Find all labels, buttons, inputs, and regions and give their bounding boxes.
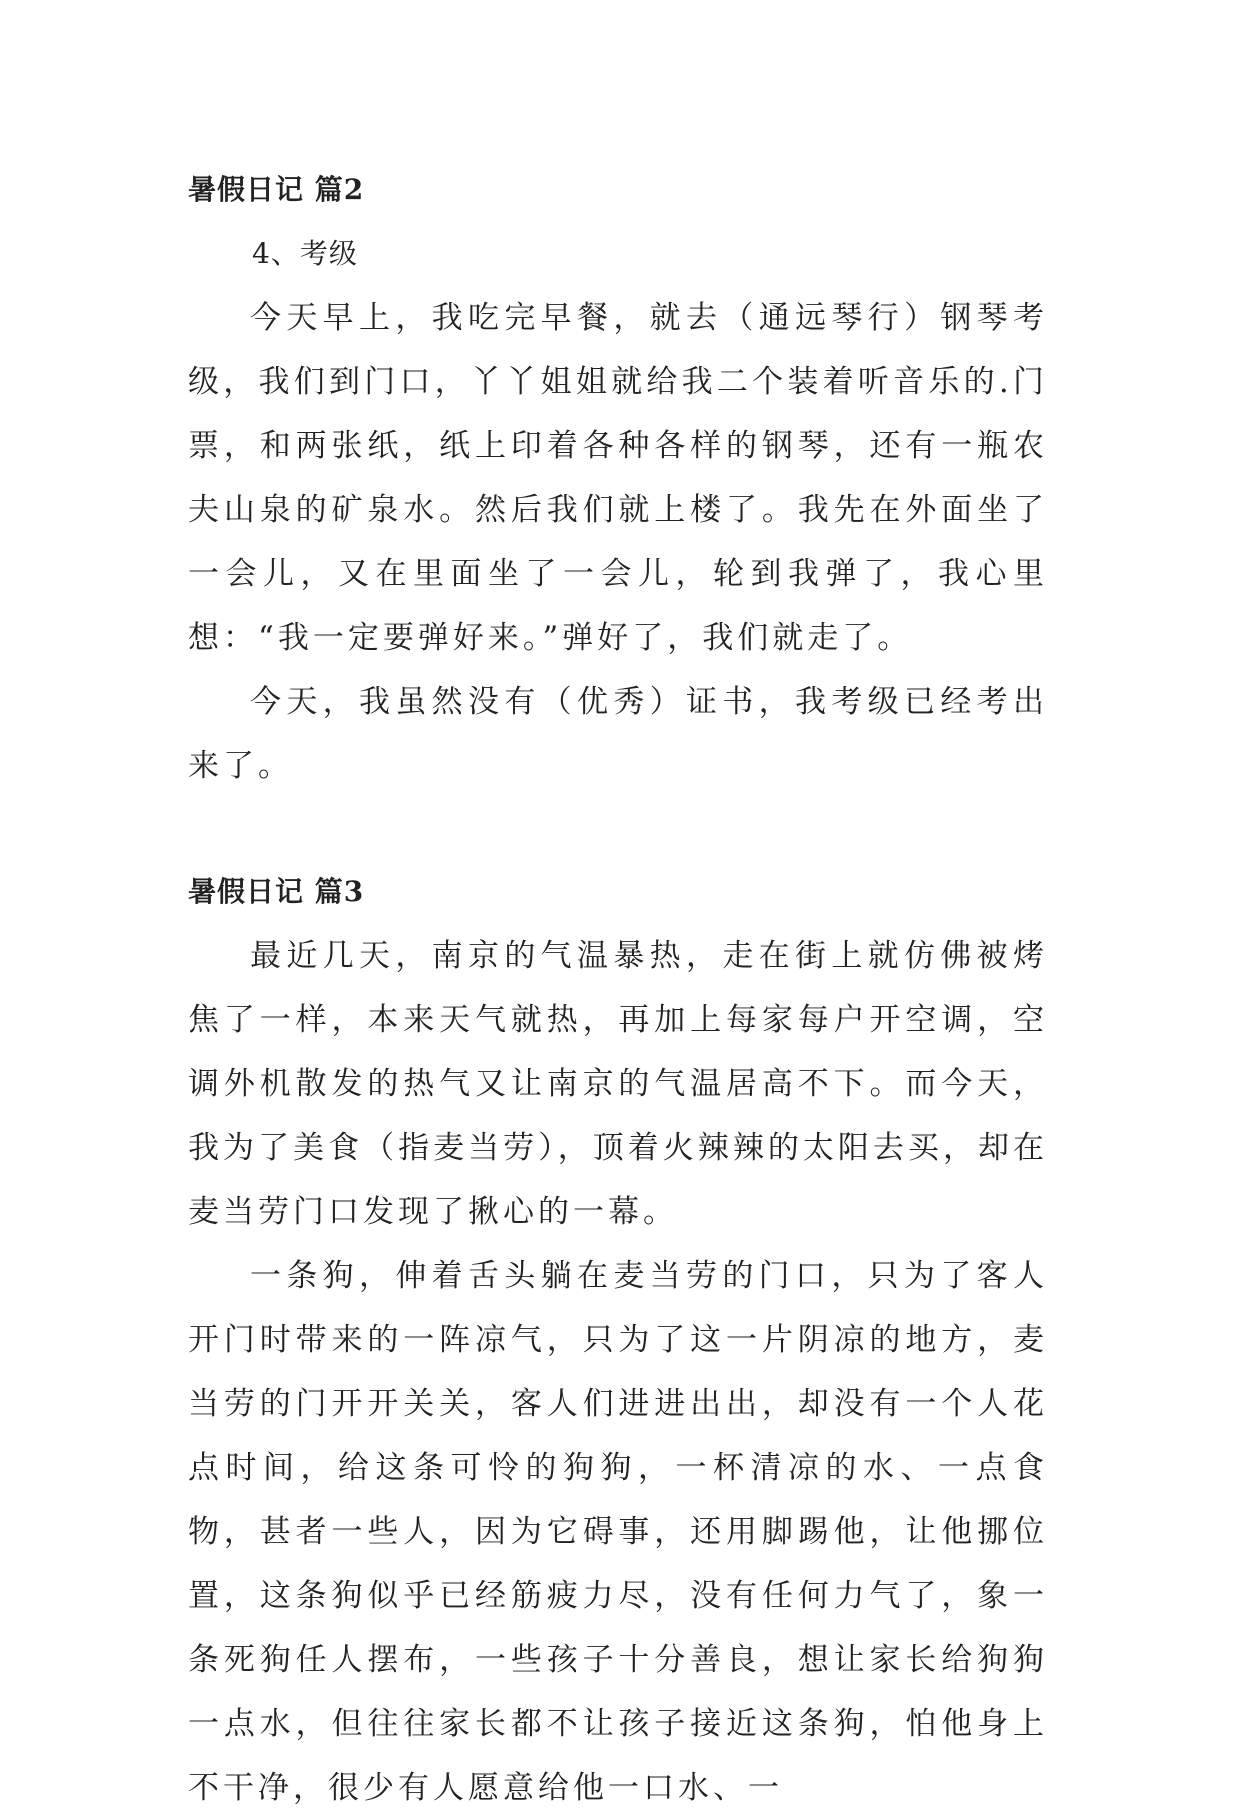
paragraph: 今天早上，我吃完早餐，就去（通远琴行）钢琴考级，我们到门口，丫丫姐姐就给我二个装着听音乐的.门票，和两张纸，纸上印着各种各样的钢琴，还有一瓶农夫山泉的矿泉水。然后我们就上楼了。我先在外面坐了一会儿，又在里面坐了一会儿，轮到我弹了，我心里想：“我一定要弹好来。”弹好了，我们就走了。 — [188, 300, 1048, 656]
paragraph: 一条狗，伸着舌头躺在麦当劳的门口，只为了客人开门时带来的一阵凉气，只为了这一片阴凉的地方，麦当劳的门开开关关，客人们进进出出，却没有一个人花点时间，给这条可怜的狗狗，一杯清凉的水、一点食物，甚者一些人，因为它碍事，还用脚踢他，让他挪位置，这条狗似乎已经筋疲力尽，没有任何力气了，象一条死狗任人摆布，一些孩子十分善良，想让家长给狗狗一点水，但往往家长都不让孩子接近这条狗，怕他身上不干净，很少有人愿意给他一口水、一 — [188, 1258, 1048, 1806]
section-spacer — [188, 798, 1048, 860]
diary-section-3 — [188, 860, 1048, 1820]
sub-heading: 4、考级 — [252, 237, 358, 270]
paragraph: 今天，我虽然没有（优秀）证书，我考级已经考出来了。 — [188, 684, 1048, 784]
document-content — [188, 158, 1048, 1820]
section-title: 暑假日记 篇3 — [188, 875, 365, 908]
section-title: 暑假日记 篇2 — [188, 173, 365, 206]
paragraph: 最近几天，南京的气温暴热，走在街上就仿佛被烤焦了一样，本来天气就热，再加上每家每户开空调，空调外机散发的热气又让南京的气温居高不下。而今天，我为了美食（指麦当劳），顶着火辣辣的太阳去买，却在麦当劳门口发现了揪心的一幕。 — [188, 938, 1048, 1230]
diary-section-2 — [188, 158, 1048, 798]
